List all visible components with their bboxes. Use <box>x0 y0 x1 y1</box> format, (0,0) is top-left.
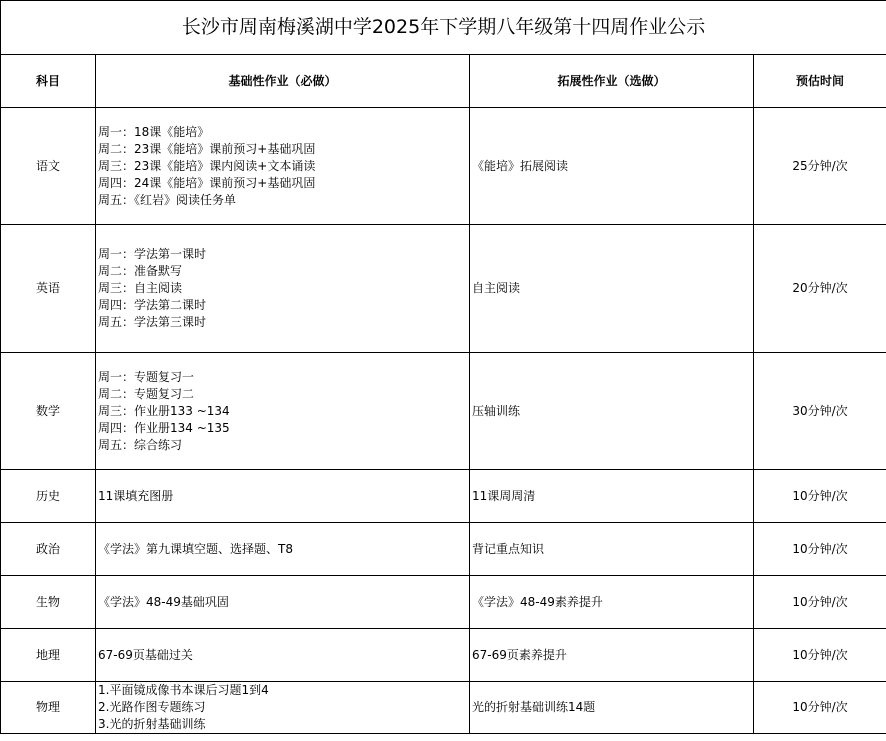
title-row <box>1 1 886 55</box>
time-cell: 10分钟/次 <box>754 576 886 629</box>
optional-cell: 《学法》48-49素养提升 <box>470 576 754 629</box>
required-item: 1.平面镜成像书本课后习题1到4 <box>98 683 269 697</box>
required-item: 周二：准备默写 <box>98 264 183 278</box>
required-item: 3.光的折射基础训练 <box>98 717 206 731</box>
header-required: 基础性作业（必做） <box>96 55 470 108</box>
required-item: 《学法》第九课填空题、选择题、T8 <box>98 541 293 556</box>
subject-cell: 历史 <box>1 470 96 523</box>
required-item: 67-69页基础过关 <box>98 647 193 662</box>
required-item: 周二：23课《能培》课前预习+基础巩固 <box>98 141 316 156</box>
required-item: 周一：专题复习一 <box>98 369 195 384</box>
required-item: 周三：23课《能培》课内阅读+文本诵读 <box>98 158 316 173</box>
required-cell <box>96 629 470 682</box>
time-cell: 10分钟/次 <box>754 523 886 576</box>
required-item: 2.光路作图专题练习 <box>98 700 206 714</box>
table-row <box>1 225 886 353</box>
table-body <box>1 108 886 734</box>
header-optional: 拓展性作业（选做） <box>470 55 754 108</box>
time-cell: 10分钟/次 <box>754 629 886 682</box>
required-cell <box>96 353 470 470</box>
required-item: 周三：作业册133 ~134 <box>98 403 230 418</box>
subject-cell: 物理 <box>1 682 96 734</box>
optional-cell: 《能培》拓展阅读 <box>470 108 754 225</box>
required-item: 周三：自主阅读 <box>98 281 183 295</box>
optional-cell: 压轴训练 <box>470 353 754 470</box>
required-item: 周五：《红岩》阅读任务单 <box>98 192 237 207</box>
table-row <box>1 108 886 225</box>
required-item: 《学法》48-49基础巩固 <box>98 594 229 609</box>
optional-cell: 11课周周清 <box>470 470 754 523</box>
time-cell: 10分钟/次 <box>754 470 886 523</box>
required-item: 11课填充图册 <box>98 488 174 503</box>
table-row <box>1 576 886 629</box>
required-cell <box>96 523 470 576</box>
required-cell <box>96 682 470 734</box>
table-row <box>1 523 886 576</box>
header-row <box>1 55 886 108</box>
table-row <box>1 682 886 734</box>
optional-cell: 自主阅读 <box>470 225 754 353</box>
table-row <box>1 353 886 470</box>
subject-cell: 生物 <box>1 576 96 629</box>
required-item: 周四：学法第二课时 <box>98 298 207 312</box>
subject-cell: 政治 <box>1 523 96 576</box>
table-row <box>1 470 886 523</box>
header-subject: 科目 <box>1 55 96 108</box>
optional-cell: 背记重点知识 <box>470 523 754 576</box>
required-item: 周五：学法第三课时 <box>98 315 207 329</box>
required-item: 周一：学法第一课时 <box>98 247 207 261</box>
subject-cell: 数学 <box>1 353 96 470</box>
subject-cell: 英语 <box>1 225 96 353</box>
subject-cell: 地理 <box>1 629 96 682</box>
required-item: 周二：专题复习二 <box>98 386 195 401</box>
required-item: 周一：18课《能培》 <box>98 124 210 139</box>
table-row <box>1 629 886 682</box>
time-cell: 10分钟/次 <box>754 682 886 734</box>
time-cell: 30分钟/次 <box>754 353 886 470</box>
required-cell <box>96 576 470 629</box>
time-cell: 20分钟/次 <box>754 225 886 353</box>
required-item: 周五：综合练习 <box>98 437 183 452</box>
required-cell <box>96 225 470 353</box>
optional-cell: 光的折射基础训练14题 <box>470 682 754 734</box>
required-item: 周四：作业册134 ~135 <box>98 420 230 435</box>
required-cell <box>96 470 470 523</box>
required-item: 周四：24课《能培》课前预习+基础巩固 <box>98 175 316 190</box>
time-cell: 25分钟/次 <box>754 108 886 225</box>
optional-cell: 67-69页素养提升 <box>470 629 754 682</box>
required-cell <box>96 108 470 225</box>
page-title: 长沙市周南梅溪湖中学2025年下学期八年级第十四周作业公示 <box>1 1 886 55</box>
subject-cell: 语文 <box>1 108 96 225</box>
header-time: 预估时间 <box>754 55 886 108</box>
